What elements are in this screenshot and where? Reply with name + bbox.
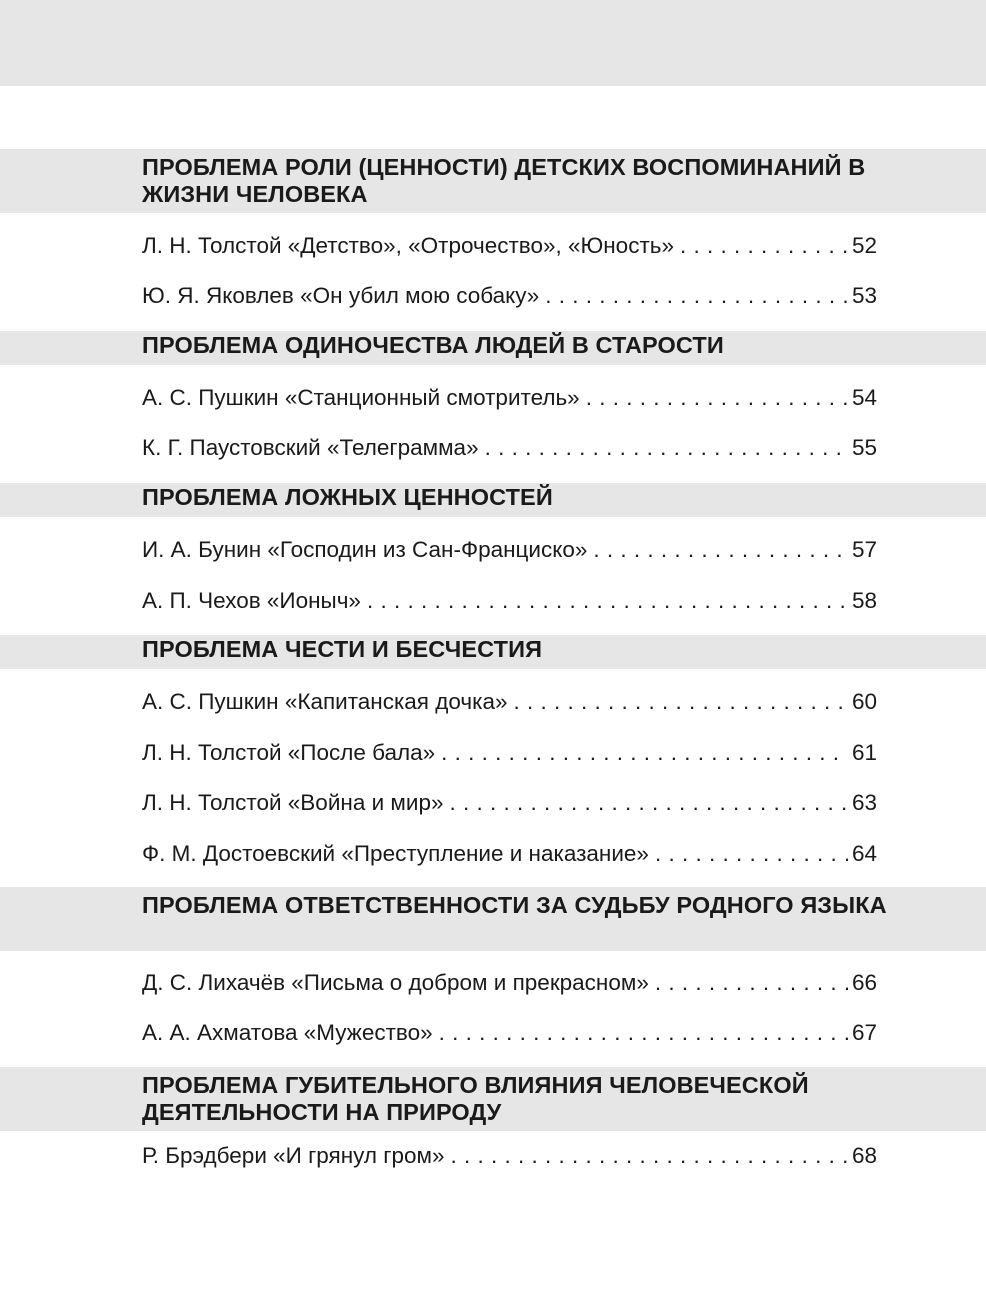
entry-title: Ф. М. Достоевский «Преступление и наказание» [142,841,649,866]
toc-entry[interactable] [142,839,877,869]
entry-title: А. П. Чехов «Ионыч» [142,588,361,613]
entry-title: А. С. Пушкин «Станционный смотритель» [142,385,580,410]
page-number: 58 [851,588,877,613]
toc-entry[interactable] [142,738,877,768]
dot-leader [655,968,848,998]
entry-title: И. А. Бунин «Господин из Сан-Франциско» [142,537,588,562]
page-number: 54 [851,385,877,410]
dot-leader [439,1018,848,1048]
section-heading: ПРОБЛЕМА РОЛИ (ЦЕННОСТИ) ДЕТСКИХ ВОСПОМИНАНИЙ В ЖИЗНИ ЧЕЛОВЕКА [0,149,986,213]
entry-title: Л. Н. Толстой «Детство», «Отрочество», «Юность» [142,233,674,258]
toc-entry[interactable] [142,968,877,998]
toc-entry[interactable] [142,1141,877,1171]
dot-leader [593,535,848,565]
page-number: 61 [851,740,877,765]
dot-leader [451,1141,848,1171]
section-heading: ПРОБЛЕМА ЛОЖНЫХ ЦЕННОСТЕЙ [0,483,986,517]
page-number: 55 [851,435,877,460]
dot-leader [513,687,847,717]
toc-entry[interactable] [142,231,877,261]
dot-leader [655,839,848,869]
page-header-band [0,0,986,86]
toc-entry[interactable] [142,433,877,463]
section-heading: ПРОБЛЕМА ЧЕСТИ И БЕСЧЕСТИЯ [0,635,986,669]
page-number: 60 [851,689,877,714]
dot-leader [485,433,848,463]
page-number: 67 [851,1020,877,1045]
section-heading: ПРОБЛЕМА ОТВЕТСТВЕННОСТИ ЗА СУДЬБУ РОДНОГО ЯЗЫКА [0,887,986,951]
toc-entry[interactable] [142,687,877,717]
toc-entry[interactable] [142,586,877,616]
page-number: 66 [851,970,877,995]
page-number: 64 [851,841,877,866]
dot-leader [545,281,848,311]
page-number: 68 [851,1143,877,1168]
page-number: 53 [851,283,877,308]
dot-leader [441,738,848,768]
dot-leader [680,231,848,261]
entry-title: Л. Н. Толстой «После бала» [142,740,436,765]
page-number: 63 [851,790,877,815]
dot-leader [449,788,848,818]
toc-entry[interactable] [142,1018,877,1048]
toc-entry[interactable] [142,383,877,413]
toc-entry[interactable] [142,535,877,565]
dot-leader [586,383,848,413]
entry-title: Л. Н. Толстой «Война и мир» [142,790,444,815]
entry-title: К. Г. Паустовский «Телеграмма» [142,435,479,460]
page-number: 52 [851,233,877,258]
page-number: 57 [851,537,877,562]
entry-title: Р. Брэдбери «И грянул гром» [142,1143,445,1168]
section-heading: ПРОБЛЕМА ОДИНОЧЕСТВА ЛЮДЕЙ В СТАРОСТИ [0,331,986,365]
dot-leader [367,586,848,616]
entry-title: А. С. Пушкин «Капитанская дочка» [142,689,508,714]
entry-title: А. А. Ахматова «Мужество» [142,1020,433,1045]
entry-title: Д. С. Лихачёв «Письма о добром и прекрасном» [142,970,649,995]
toc-entry[interactable] [142,788,877,818]
toc-entry[interactable] [142,281,877,311]
section-heading: ПРОБЛЕМА ГУБИТЕЛЬНОГО ВЛИЯНИЯ ЧЕЛОВЕЧЕСКОЙ ДЕЯТЕЛЬНОСТИ НА ПРИРОДУ [0,1067,986,1131]
entry-title: Ю. Я. Яковлев «Он убил мою собаку» [142,283,540,308]
